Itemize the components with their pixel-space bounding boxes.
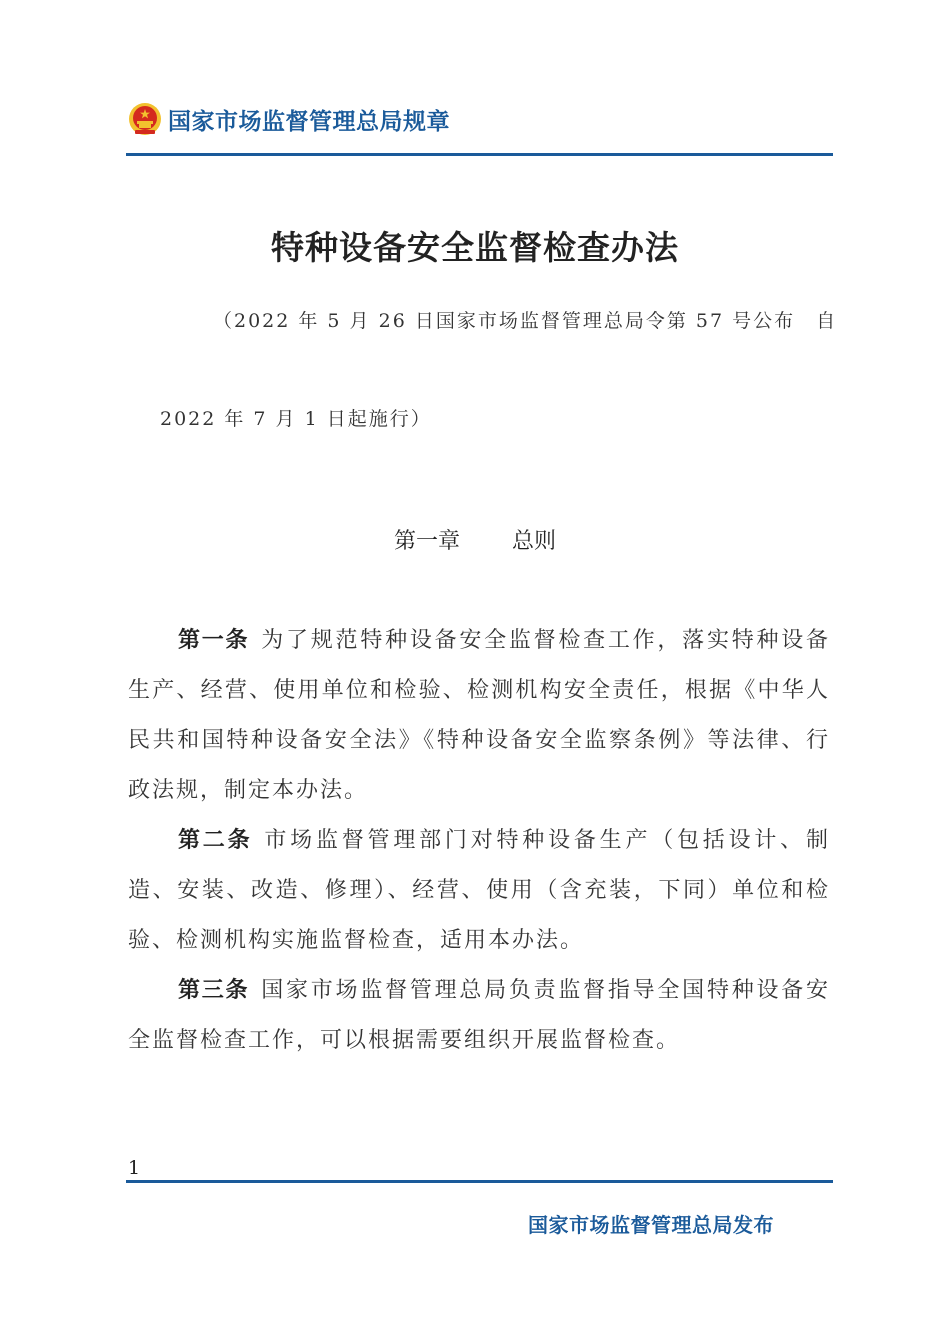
document-title: 特种设备安全监督检查办法 [271, 228, 679, 267]
article-label: 第一条 [178, 628, 250, 653]
footer-publisher: 国家市场监督管理总局发布 [528, 1213, 774, 1237]
document-body [128, 616, 830, 1066]
article-2 [128, 816, 830, 966]
chapter-number: 第一章 [393, 529, 460, 554]
publication-info-line-2: 2022 年 7 月 1 日起施行） [160, 408, 432, 430]
page-header [128, 98, 450, 140]
article-1 [128, 616, 830, 816]
article-text: 市场监督管理部门对特种设备生产（包括设计、制造、安装、改造、修理）、经营、使用（含充装，下同）单位和检验、检测机构实施监督检查，适用本办法。 [128, 828, 830, 953]
header-divider [126, 153, 833, 156]
footer-divider [126, 1180, 833, 1183]
article-3 [128, 966, 830, 1066]
header-title: 国家市场监督管理总局规章 [168, 108, 450, 135]
publication-info-line-1: （2022 年 5 月 26 日国家市场监督管理总局令第 57 号公布 自 [213, 310, 838, 332]
national-emblem-icon [128, 102, 162, 136]
article-label: 第二条 [178, 828, 253, 853]
article-text: 国家市场监督管理总局负责监督指导全国特种设备安全监督检查工作，可以根据需要组织开展监督检查。 [128, 978, 830, 1053]
chapter-heading [0, 524, 950, 555]
chapter-name: 总则 [512, 529, 557, 554]
page-number: 1 [128, 1157, 141, 1179]
article-label: 第三条 [178, 978, 250, 1003]
article-text: 为了规范特种设备安全监督检查工作，落实特种设备生产、经营、使用单位和检验、检测机构安全责任，根据《中华人民共和国特种设备安全法》《特种设备安全监察条例》等法律、行政法规，制定本办法。 [128, 628, 830, 803]
